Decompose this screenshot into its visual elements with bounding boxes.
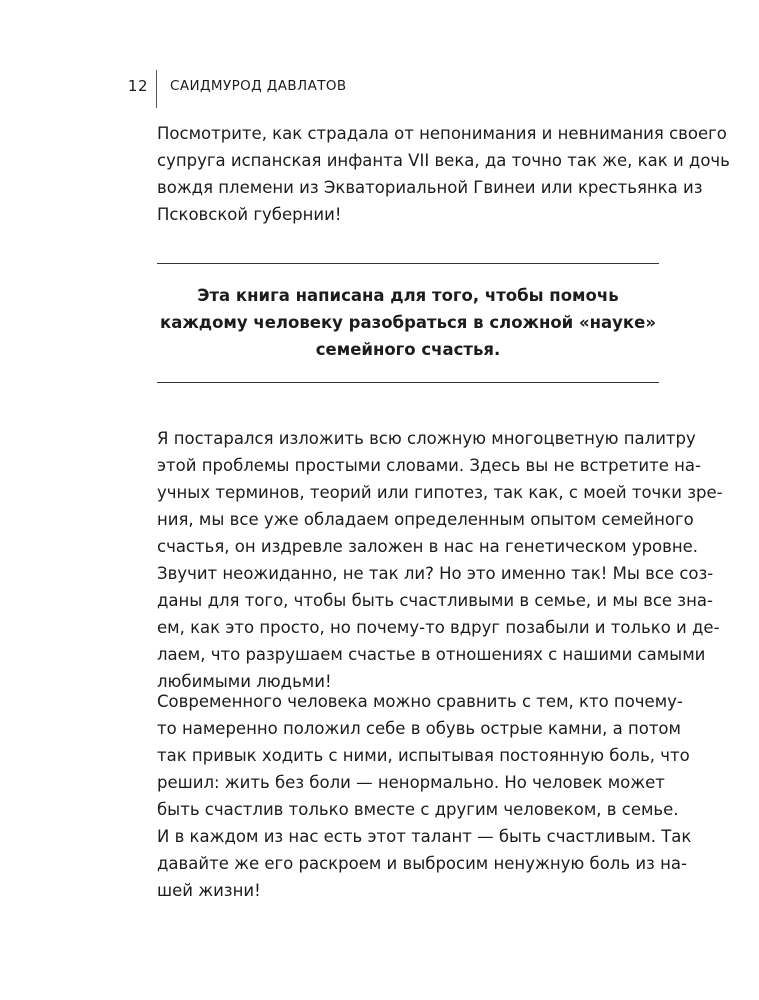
- text-line: давайте же его раскроем и выбросим ненужную боль из на-: [157, 854, 687, 873]
- text-line: счастья, он издревле заложен в нас на генетическом уровне.: [157, 537, 699, 556]
- callout-bottom-rule: [157, 382, 659, 383]
- callout-quote: [157, 282, 659, 363]
- text-line: любимыми людьми!: [157, 672, 332, 691]
- text-line: этой проблемы простыми словами. Здесь вы не встретите на-: [157, 456, 701, 475]
- page-header: [0, 70, 759, 110]
- text-line: И в каждом из нас есть этот талант — быть счастливым. Так: [157, 827, 692, 846]
- callout-line: каждому человеку разобраться в сложной «науке»: [160, 313, 656, 332]
- text-line: вождя племени из Экваториальной Гвинеи или крестьянка из: [157, 178, 703, 197]
- text-line: ем, как это просто, но почему-то вдруг позабыли и только и де-: [157, 618, 720, 637]
- text-line: лаем, что разрушаем счастье в отношениях с нашими самыми: [157, 645, 706, 664]
- text-line: Я постарался изложить всю сложную многоцветную палитру: [157, 429, 696, 448]
- text-line: так привык ходить с ними, испытывая постоянную боль, что: [157, 746, 690, 765]
- callout-line: Эта книга написана для того, чтобы помочь: [197, 286, 619, 305]
- text-line: Псковской губернии!: [157, 205, 342, 224]
- text-line: Современного человека можно сравнить с тем, кто почему-: [157, 692, 683, 711]
- text-line: решил: жить без боли — ненормально. Но человек может: [157, 773, 665, 792]
- text-line: то намеренно положил себе в обувь острые камни, а потом: [157, 719, 681, 738]
- callout-top-rule: [157, 263, 659, 264]
- running-head-author: САИДМУРОД ДАВЛАТОВ: [170, 78, 347, 94]
- text-line: ния, мы все уже обладаем определенным опытом семейного: [157, 510, 694, 529]
- intro-paragraph: [157, 120, 730, 228]
- text-line: шей жизни!: [157, 881, 261, 900]
- text-line: даны для того, чтобы быть счастливыми в семье, и мы все зна-: [157, 591, 713, 610]
- text-line: быть счастлив только вместе с другим человеком, в семье.: [157, 800, 679, 819]
- callout-line: семейного счастья.: [315, 340, 501, 359]
- body-paragraph: [157, 425, 723, 695]
- text-line: Посмотрите, как страдала от непонимания и невнимания своего: [157, 124, 727, 143]
- text-line: учных терминов, теорий или гипотез, так как, с моей точки зре-: [157, 483, 723, 502]
- header-divider: [156, 70, 157, 108]
- text-line: супруга испанская инфанта VII века, да точно так же, как и дочь: [157, 151, 730, 170]
- body-paragraph: [157, 688, 692, 904]
- page-number: 12: [127, 77, 148, 95]
- text-line: Звучит неожиданно, не так ли? Но это именно так! Мы все соз-: [157, 564, 714, 583]
